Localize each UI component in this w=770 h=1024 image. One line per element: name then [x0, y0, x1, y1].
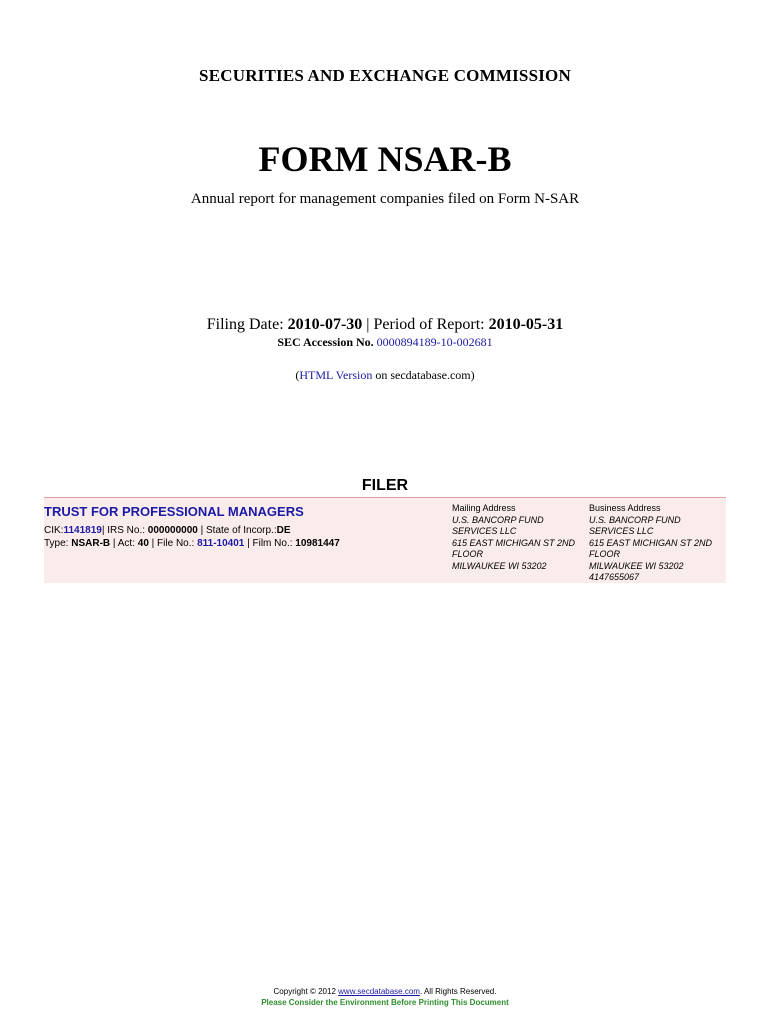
- business-address-line: SERVICES LLC: [589, 526, 654, 536]
- business-address-line: 615 EAST MICHIGAN ST 2ND: [589, 537, 713, 548]
- paren-open: (: [295, 368, 300, 382]
- filing-date-label: Filing Date:: [206, 316, 284, 333]
- act-label: | Act:: [112, 538, 135, 549]
- business-phone: 4147655067: [589, 572, 640, 582]
- film-value: 10981447: [295, 538, 340, 549]
- period-label: Period of Report:: [373, 316, 485, 333]
- html-version-link[interactable]: HTML Version: [299, 368, 373, 382]
- file-number-link[interactable]: 811-10401: [197, 538, 245, 549]
- environment-note: Please Consider the Environment Before Printing This Document: [261, 998, 509, 1007]
- irs-value: 000000000: [147, 525, 198, 536]
- accession-number-link[interactable]: 0000894189-10-002681: [376, 335, 493, 349]
- act-value: 40: [137, 538, 149, 549]
- business-address-line: MILWAUKEE WI 53202: [589, 560, 684, 571]
- copyright-suffix: . All Rights Reserved.: [419, 987, 497, 996]
- mailing-address: [452, 503, 587, 572]
- filing-dates-line: [0, 316, 770, 334]
- business-address-line: FLOOR: [589, 549, 621, 559]
- filer-info-box: [44, 497, 726, 583]
- type-label: Type:: [44, 538, 69, 549]
- cik-link[interactable]: 1141819: [63, 525, 102, 536]
- footer: [0, 986, 770, 1008]
- filer-heading: FILER: [361, 477, 409, 494]
- business-address: [589, 503, 726, 584]
- state-value: DE: [276, 525, 291, 536]
- separator: |: [366, 316, 370, 333]
- accession-label: SEC Accession No.: [277, 335, 374, 349]
- mailing-address-heading: Mailing Address: [452, 503, 516, 513]
- mailing-address-line: U.S. BANCORP FUND: [452, 514, 544, 525]
- mailing-address-line: SERVICES LLC: [452, 526, 517, 536]
- copyright-prefix: Copyright © 2012: [273, 987, 336, 996]
- filing-date-value: 2010-07-30: [287, 316, 363, 333]
- company-name: TRUST FOR PROFESSIONAL MANAGERS: [44, 504, 304, 519]
- period-value: 2010-05-31: [488, 316, 564, 333]
- irs-label: | IRS No.:: [101, 525, 146, 536]
- mailing-address-line: FLOOR: [452, 549, 484, 559]
- film-label: | Film No.:: [247, 538, 293, 549]
- html-version-line: [0, 368, 770, 383]
- identifiers-line: [44, 525, 291, 536]
- type-line: [44, 538, 340, 549]
- accession-line: [0, 335, 770, 350]
- html-version-suffix: on secdatabase.com): [375, 368, 475, 382]
- business-address-heading: Business Address: [589, 503, 661, 513]
- copyright-line: [0, 986, 770, 997]
- type-value: NSAR-B: [71, 538, 111, 549]
- form-description: Annual report for management companies filed on Form N-SAR: [190, 191, 580, 207]
- file-label: | File No.:: [151, 538, 195, 549]
- cik-label: CIK:: [44, 525, 64, 536]
- mailing-address-line: 615 EAST MICHIGAN ST 2ND: [452, 537, 576, 548]
- mailing-address-line: MILWAUKEE WI 53202: [452, 560, 547, 571]
- agency-title: SECURITIES AND EXCHANGE COMMISSION: [199, 66, 571, 85]
- form-title: FORM NSAR-B: [258, 139, 512, 179]
- secdatabase-link[interactable]: www.secdatabase.com: [338, 987, 420, 996]
- business-address-line: U.S. BANCORP FUND: [589, 514, 681, 525]
- state-label: | State of Incorp.:: [200, 525, 277, 536]
